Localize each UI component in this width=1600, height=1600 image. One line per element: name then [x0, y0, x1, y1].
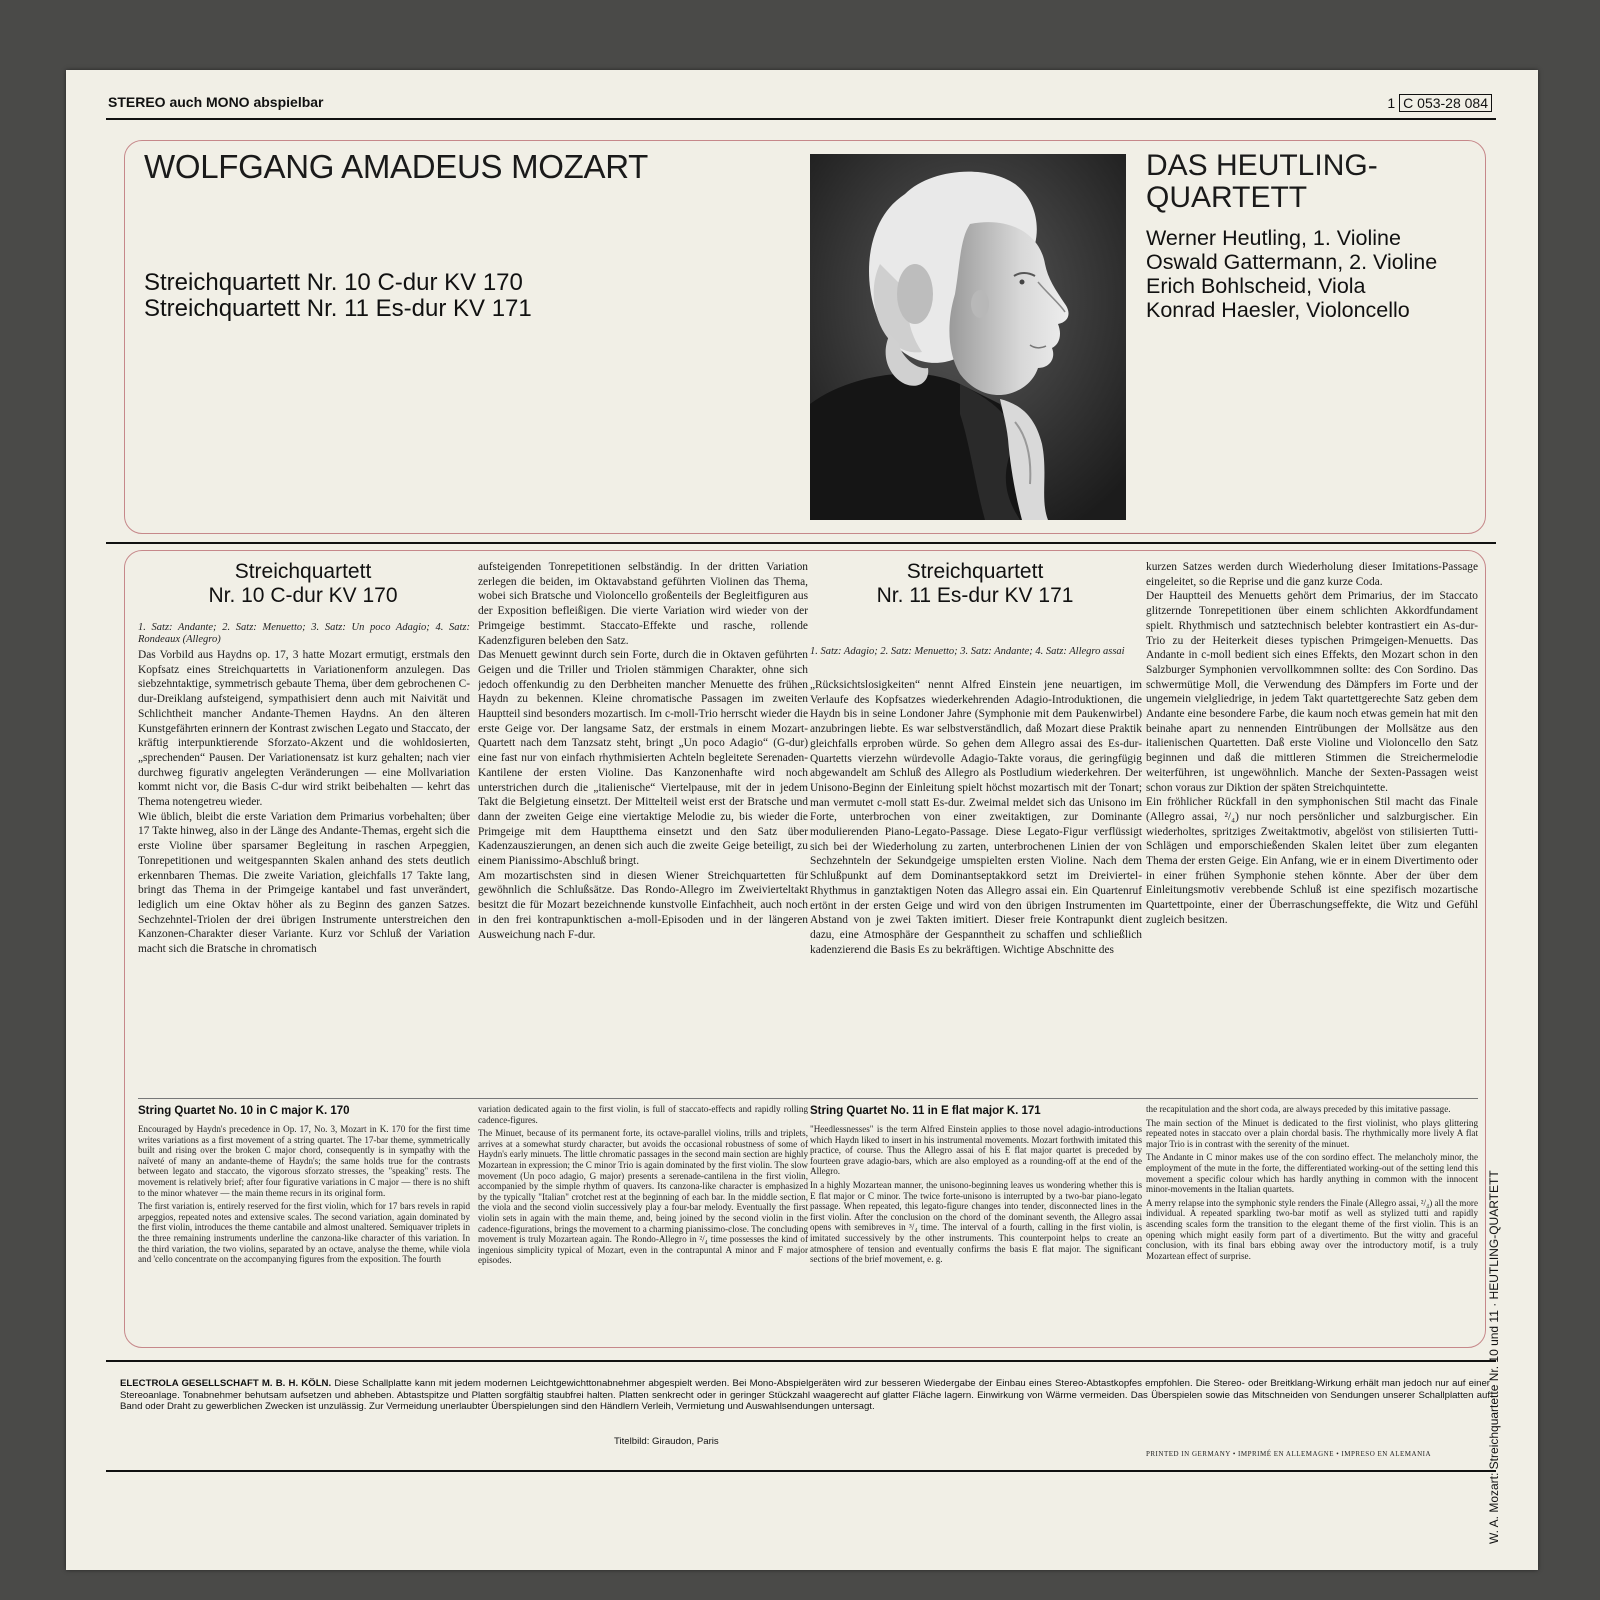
german-col1-para-1: Das Vorbild aus Haydns op. 17, 3 hatte Mozart ermutigt, erstmals den Kopfsatz eines Streichquartetts in Variationenform anzulegen. Das siebzehntaktige, symmetrisch gebaute Thema, über dem gebrochenen C-dur-Dreiklang aufsteigend, sympathisiert denn auch mit Naivität und Schlichtheit mancher Andante-Themen Haydns. An den älteren Kunstgefährten erinnern der Kontrast zwischen Legato und Staccato, der kräftig interpunktierende Sforzato-Akzent und die wohldosierten, „sprechenden“ Pausen. Der Variationensatz ist kurz gehalten; nach vier durchweg figurativ angelegten Veränderungen — eine Mollvariation kommt nicht vor, die Basis C-dur wird strikt beibehalten — kehrt das Thema notengetreu wieder.	[138, 649, 470, 809]
catalog-number-box: C 053-28 084	[1399, 94, 1492, 112]
middle-rule	[106, 542, 1496, 544]
printed-in-note: PRINTED IN GERMANY • IMPRIMÉ EN ALLEMAGNE • IMPRESO EN ALEMANIA	[1146, 1450, 1432, 1458]
works-list	[144, 270, 532, 322]
english-col2-para-1: variation dedicated again to the first violin, is full of staccato-effects and rapidly rolling cadence-figures.	[478, 1104, 808, 1125]
footer-rule	[106, 1470, 1496, 1472]
english-notes-column-1	[138, 1124, 470, 1336]
ensemble-name	[1146, 150, 1378, 214]
ensemble-members	[1146, 226, 1437, 322]
cover-credit: Titelbild: Giraudon, Paris	[614, 1436, 719, 1447]
german-col1-para-2: Wie üblich, bleibt die erste Variation dem Primarius vorbehalten; über 17 Takte hinweg, also in der Länge des Andante-Themas, ergeht sich die erste Violine über sparsamer Begleitung in raschen Arpeggien, Tonrepetitionen und weitgespannten Skalen anhand des stets deutlich erkennbaren Themas. Die zweite Variation, gleichfalls 17 Takte lang, bringt das Thema in der Primgeige kantabel und fast unverändert, lediglich um eine Oktav höher als zu Beginn des ganzen Satzes. Sechzehntel-Triolen der drei übrigen Instrumente unterstreichen den Kanzonen-Charakter dieser Variante. Kurz vor Schluß der Variation macht sich die Bratsche in chromatisch	[138, 810, 470, 956]
portrait-drawing	[810, 154, 1126, 520]
bottom-rule	[106, 1360, 1496, 1362]
publisher-notice	[120, 1378, 1490, 1413]
german-col4-para-1: kurzen Satzes werden durch Wiederholung dieser Imitations-Passage eingeleitet, so die Reprise und die ganz kurze Coda.	[1146, 561, 1478, 588]
language-divider	[138, 1098, 1478, 1099]
publisher-name: ELECTROLA GESELLSCHAFT M. B. H. KÖLN.	[120, 1378, 332, 1389]
member-3: Erich Bohlscheid, Viola	[1146, 274, 1366, 298]
kv171-heading-line-1: Streichquartett	[906, 560, 1044, 583]
english-col3-para-2: In a highly Mozartean manner, the unisono-beginning leaves us wondering whether this is E flat major or C minor. The twice forte-unisono is interrupted by a two-bar piano-legato passage. When repeated, this legato-figure changes into tender, disconnected lines in the first violin. After the conclusion on the chord of the dominant seventh, the Allegro assai opens with semibreves in ³/₄ time. The interval of a fourth, calling in the first violin, is imitated successively by the other instruments. This counterpoint helps to create an atmosphere of tension and eventually confirms the basis E flat major. The significant sections of the brief movement, e. g.	[810, 1179, 1142, 1265]
german-notes-column-4	[1146, 560, 1478, 1092]
work-kv171: Streichquartett Nr. 11 Es-dur KV 171	[144, 295, 532, 322]
english-kv170-title: String Quartet No. 10 in C major K. 170	[138, 1105, 350, 1117]
stereo-note: STEREO auch MONO abspielbar	[108, 94, 324, 110]
english-col3-para-1: "Heedlessnesses" is the term Alfred Einstein applies to those novel adagio-introductions which Haydn liked to insert in his instrumental movements. Mozart forthwith imitated this practice, of course. Thus the Allegro assai of his E flat major quartet is preceded by fourteen grave adagio-bars, which are also employed as a rounding-off at the end of the Allegro.	[810, 1124, 1142, 1177]
german-col4-para-3: Ein fröhlicher Rückfall in den symphonischen Stil macht das Finale (Allegro assai, ²/₄) nur noch persönlicher und salzburgischer. Ein wiederholtes, spritziges Zweitaktmotiv, abgelöst von stilisierten Tutti-Schlägen und emporschießenden Skalen leitet über zum eleganten Thema der ersten Geige. Ein Anfang, wie er in einem Divertimento oder in einer frühen Symphonie stehen könnte. Aber der über dem Einleitungsmotiv verebbende Schluß ist eine spezifisch mozartische Quartettpointe, einer der Überraschungseffekte, die Witz und Gefühl zugleich besitzen.	[1146, 796, 1478, 926]
member-1: Werner Heutling, 1. Violine	[1146, 226, 1401, 250]
kv170-heading	[138, 560, 468, 608]
german-col4-para-2: Der Hauptteil des Menuetts gehört dem Primarius, der im Staccato glitzernde Tonrepetitionen über einem schlichten Akkordfundament spielt. Rhythmisch und satztechnisch belebter kontrastiert ein As-dur-Trio zu der Heiterkeit dieses typischen Primgeigen-Menuetts. Das Andante in c-moll bedient sich eines Effekts, den Mozart schon in den Salzburger Symphonien vervollkommnen sollte: des Con Sordino. Das schwermütige Moll, die Verwendung des Dämpfers im Forte und der ungemein vielgliedrige, in jedem Takt quartettgerechte Satz geben dem Andante eine besondere Farbe, die kaum noch etwas gemein hat mit den beinahe apart zu nennenden Eintrübungen der Mollsätze aus den italienischen Quartetten. Daß erste Violine und Violoncello den Satz beginnen und daß die mittleren Stimmen die Streichermelodie weiterführen, ist ungewöhnlich. Manche der Sexten-Passagen weist schon voraus zur Diktion der späten Streichquintette.	[1146, 590, 1478, 794]
german-notes-column-2	[478, 560, 808, 1092]
english-notes-column-3	[810, 1124, 1142, 1336]
english-col4-para-2: The main section of the Minuet is dedicated to the first violinist, who plays glittering repeated notes in staccato over a plain chordal basis. The rhythmically more lively A flat major Trio is in contrast with the serenity of the minuet.	[1146, 1117, 1478, 1149]
german-notes-column-3	[810, 678, 1142, 1092]
english-col1-para-1: Encouraged by Haydn's precedence in Op. 17, No. 3, Mozart in K. 170 for the first time writes variations as a first movement of a string quartet. The 17-bar theme, symmetrically built and rising over the broken C major chord, consequently is in sympathy with the naïveté of many an andante-theme of Haydn's; the same holds true for the contrasts between legato and staccato, the vigorous sforzato stresses, the "speaking" rests. The movement is relatively brief; after four figurative variations in C major — there is no shift to the minor whatever — the main theme recurs in its original form.	[138, 1124, 470, 1198]
english-col4-para-1: the recapitulation and the short coda, are always preceded by this imitative passage.	[1146, 1104, 1451, 1114]
german-col3-para-1: „Rücksichtslosigkeiten“ nennt Alfred Einstein jene neuartigen, im Verlaufe des Kopfsatzes wiederkehrenden Adagio-Introduktionen, die Haydn bis in seine Londoner Jahre (Symphonie mit dem Paukenwirbel) anzubringen liebte. Es war selbstverständlich, daß Mozart diese Praktik gleichfalls erproben würde. So gehen dem Allegro assai des Es-dur-Quartetts vierzehn würdevolle Adagio-Takte voraus, die geringfügig abgewandelt am Schluß des Allegro als Postludium wiederkehren. Der Unisono-Beginn der Einleitung spielt höchst mozartisch mit der Tonart; man vermutet c-moll statt Es-dur. Zweimal meldet sich das Unisono im Forte, unterbrochen von einer zweitaktigen, zur Dominante modulierenden Piano-Legato-Passage. Diese Legato-Figur verflüssigt sich bei der Wiederholung zu zarten, unterbrochenen Linien der von Sechzehnteln der Sekundgeige umspielten ersten Violine. Nach dem Schlußpunkt auf dem Dominantseptakkord setzt im Dreiviertel-Rhythmus in ganztaktigen Noten das Allegro assai ein. Ein Quartenruf ertönt in der ersten Geige und wird von den übrigen Instrumenten im Abstand von je zwei Takten imitiert. Dieser freie Kontrapunkt dient dazu, eine Atmosphäre der Gespanntheit zu schaffen und schließlich kadenzierend die Basis Es zu bekräftigen. Wichtige Abschnitte des	[810, 679, 1142, 956]
german-col2-para-2: Das Menuett gewinnt durch sein Forte, durch die in Oktaven geführten Geigen und die Triller und Triolen stämmigen Charakter, ohne sich jedoch offenkundig zu den Derbheiten mancher Menuette des frühen Haydn zu bekennen. Kleine chromatische Passagen im zweiten Hauptteil sind besonders mozartisch. Im c-moll-Trio herrscht wieder die erste Geige vor. Der langsame Satz, der erstmals in einem Mozart-Quartett nach dem Tanzsatz steht, bringt „Un poco Adagio“ (G-dur) eine fast nur von einfach rhythmisierten Achteln begleitete Serenaden-Kantilene der ersten Violine. Das Kanzonenhafte wird noch unterstrichen durch die „italienische“ Viertelpause, mit der in jedem Takt die Belgietung einsetzt. Der Mittelteil weist erst der Bratsche und dann der zweiten Geige eine viertaktige Melodie zu, bis wieder die Primgeige mit dem Hauptthema einsetzt und den Satz über Kadenzauszierungen, an denen sich auch die zweite Geige beteiligt, zu einem Pianissimo-Abschluß bringt.	[478, 649, 808, 868]
spine-text: W. A. Mozart: Streichquartette Nr. 10 und 11 · HEUTLING-QUARTETT	[1487, 1170, 1501, 1544]
english-col4-para-3: The Andante in C minor makes use of the con sordino effect. The melancholy minor, the employment of the mute in the forte, the differentiated working-out of the setting lend this movement a specific colour which has hardly anything in common with the innocent minor-movements in the Italian quartets.	[1146, 1152, 1478, 1195]
kv171-heading-line-2: Nr. 11 Es-dur KV 171	[876, 584, 1074, 607]
german-col2-para-1: aufsteigenden Tonrepetitionen selbständig. In der dritten Variation zerlegen die beiden, im Oktavabstand geführten Violinen das Thema, wobei sich Bratsche und Violoncello großenteils der Begleitfiguren aus der Exposition befleißigen. Die vierte Variation wird wieder von der Primgeige bestimmt. Staccato-Effekte und rasche, rollende Kadenzfiguren beleben den Satz.	[478, 561, 808, 647]
english-kv171-title: String Quartet No. 11 in E flat major K. 171	[810, 1105, 1041, 1117]
member-2: Oswald Gattermann, 2. Violine	[1146, 250, 1438, 274]
mozart-portrait	[810, 154, 1126, 520]
publisher-notice-text: Diese Schallplatte kann mit jedem modernen Leichtgewichttonabnehmer abgespielt werden. Bei Mono-Abspielgeräten wird zur besseren Wiedergabe der Einbau eines Stereo-Abtastkopfes empfohlen. Die Stereo- oder Breitklang-Wirkung erhält man jedoch nur auf einer Stereoanlage. Tonabnehmer behutsam aufsetzen und abheben. Abtastspitze und Platten sorgfältig staubfrei halten. Platten senkrecht oder in geringer Stückzahl waagerecht auf glatter Fläche lagern. Einwirkung von Wärme vermeiden. Das Überspielen sowie das Mitschneiden von Sendungen unserer Schallplatten auf Band oder Draht zu gewerblichen Zwecken ist unzulässig. Zur Vermeidung unerlaubter Überspielungen sind den Händlern Verleih, Vermietung und Auswahlsendungen untersagt.	[120, 1378, 1490, 1412]
german-col2-para-3: Am mozartischsten sind in diesen Wiener Streichquartetten für gewöhnlich die Schlußsätze. Das Rondo-Allegro im Zweivierteltakt besitzt die für Mozart bezeichnende kunstvolle Einfachheit, auch noch in den frei kontrapunktischen a-moll-Episoden und in der längeren Ausweichung nach F-dur.	[478, 869, 808, 941]
english-col1-para-2: The first variation is, entirely reserved for the first violin, which for 17 bars revels in rapid arpeggios, repeated notes and extensive scales. The second variation, again dominated by the first violin, introduces the theme cantabile and almost unaltered. Semiquaver triplets in the three remaining instruments underline the canzona-like character of this variation. In the third variation, the two violins, separated by an octave, analyse the theme, while viola and 'cello concentrate on the accompanying figures from the exposition. The fourth	[138, 1201, 470, 1265]
kv171-movements: 1. Satz: Adagio; 2. Satz: Menuetto; 3. Satz: Andante; 4. Satz: Allegro assai	[810, 646, 1125, 657]
work-kv170: Streichquartett Nr. 10 C-dur KV 170	[144, 269, 523, 296]
kv170-movements: 1. Satz: Andante; 2. Satz: Menuetto; 3. Satz: Un poco Adagio; 4. Satz: Rondeaux (Allegro)	[138, 622, 470, 645]
english-notes-column-4	[1146, 1104, 1478, 1336]
composer-name: WOLFGANG AMADEUS MOZART	[144, 148, 649, 185]
ensemble-line-1: DAS HEUTLING-	[1146, 149, 1378, 182]
top-rule	[106, 118, 1496, 120]
record-sleeve-back	[66, 70, 1538, 1570]
catalog-prefix: 1	[1387, 95, 1396, 111]
english-col2-para-2: The Minuet, because of its permanent forte, its octave-parallel violins, trills and triplets, arrives at a somewhat sturdy character, but avoids the occasional robustness of some of Haydn's early minuets. The little chromatic passages in the second main section are highly Mozartean in expression; the C minor Trio is again dominated by the first violin. The slow movement (Un poco adagio, G major) presents a serenade-cantilena in the first violin, accompanied by the simple rhythm of quavers. Its canzona-like character is emphasized by the typically "Italian" crotchet rest at the beginning of each bar. In the middle section, the viola and the second violin successively play a four-bar melody. Eventually the first violin sets in again with the main theme, and, being joined by the second violin in the cadence-figurations, brings the movement to a charming pianissimo-close. The concluding movement is truly Mozartean again. The Rondo-Allegro in ²/₄ time possesses the kind of ingenious simplicity typical of Mozart, even in the contrapuntal A minor and F major episodes.	[478, 1128, 808, 1266]
member-4: Konrad Haesler, Violoncello	[1146, 298, 1410, 322]
kv170-heading-line-1: Streichquartett	[234, 560, 372, 583]
kv171-heading	[810, 560, 1140, 608]
catalog-number	[1387, 94, 1492, 112]
ensemble-line-2: QUARTETT	[1146, 181, 1308, 214]
english-col4-para-4: A merry relapse into the symphonic style renders the Finale (Allegro assai, ²/₄) all the more individual. A repeated sparkling two-bar motif as well as stylized tutti and rapidly ascending scales form the transition to the elegant theme of the first violin. This is an opening which might easily form part of a divertimento. But the witty and graceful conclusion, with its final bars ebbing away over the introductory motif, is a truly Mozartean effect of surprise.	[1146, 1197, 1478, 1261]
kv170-heading-line-2: Nr. 10 C-dur KV 170	[208, 584, 398, 607]
german-notes-column-1	[138, 648, 470, 1092]
english-notes-column-2	[478, 1104, 808, 1336]
